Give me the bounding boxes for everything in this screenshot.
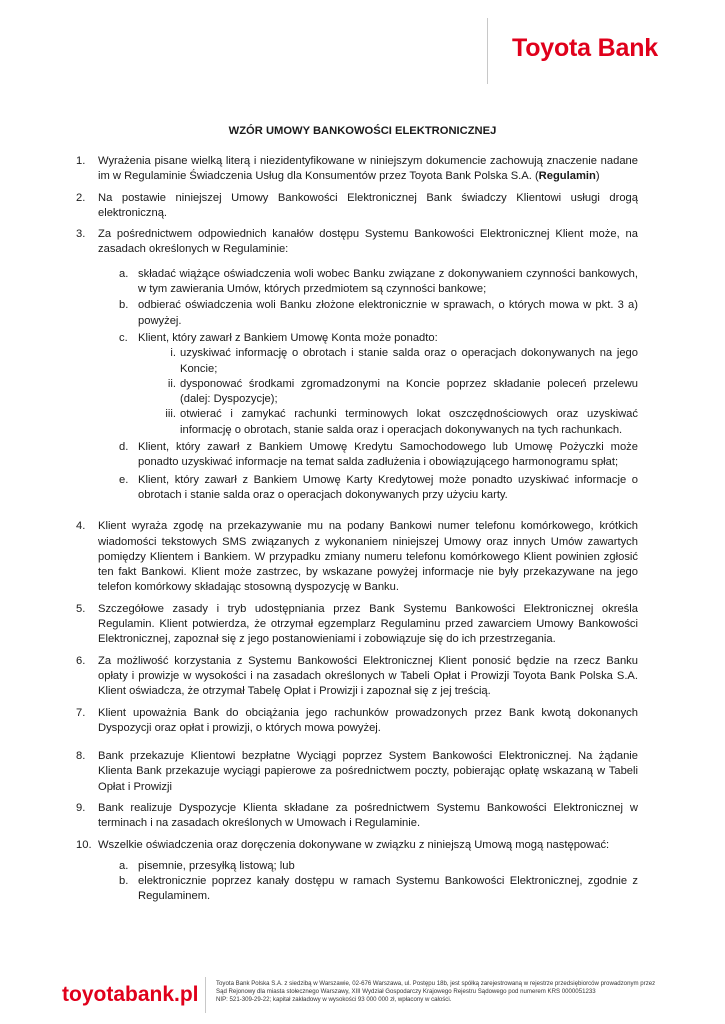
clause-text-part: ) xyxy=(595,170,600,183)
clause-6 xyxy=(76,654,638,700)
footer-line: NIP: 521-309-29-22; kapitał zakładowy w wysokości 93 000 000 zł, wpłacony w całości. xyxy=(216,996,452,1004)
clause-4 xyxy=(76,519,638,595)
sub-text: Klient, który zawarł z Bankiem Umowę Konta może ponadto: xyxy=(138,331,438,344)
footer-line: Toyota Bank Polska S.A. z siedzibą w Warszawie, 02-676 Warszawa, ul. Postępu 18b, jest spółką zarejestrowaną w rejestrze przedsiębiorców prowadzonym przez xyxy=(216,980,656,987)
clause-number: 5. xyxy=(76,602,86,615)
sub-item-b xyxy=(119,298,638,329)
clause-text: Klient upoważnia Bank do obciążania jego rachunków prowadzonych przez Bank kwotą dokonanych Dyspozycji oraz opłat i prowizji, o których mowa powyżej. xyxy=(98,706,638,734)
clause-3 xyxy=(76,227,638,503)
clause-text: Wszelkie oświadczenia oraz doręczenia dokonywane w związku z niniejszą Umową mogą następować: xyxy=(98,838,610,851)
sub-text: elektronicznie poprzez kanały dostępu w ramach Systemu Bankowości Elektronicznej, zgodnie z Regulaminem. xyxy=(138,875,638,903)
sub-text: Klient, który zawarł z Bankiem Umowę Karty Kredytowej może ponadto uzyskiwać informacje o obrotach i stanie salda oraz o operacjach dokonywanych przy użyciu karty. xyxy=(138,473,638,501)
sub-list xyxy=(119,859,638,905)
sub-item-b xyxy=(119,874,638,905)
footer-line: Sąd Rejonowy dla miasta stołecznego Warszawy, XIII Wydział Gospodarczy Krajowego Rejestru Sądowego pod numerem KRS 0000051233 xyxy=(216,988,596,996)
defined-term: Regulamin xyxy=(538,170,596,183)
roman-numeral: i. xyxy=(170,347,176,360)
clause-9 xyxy=(76,801,638,832)
clause-number: 7. xyxy=(76,706,86,719)
clause-number: 3. xyxy=(76,228,86,241)
sub-text: składać wiążące oświadczenia woli wobec Banku związane z dokonywaniem czynności bankowych, w tym zawierania Umów, których przedmiotem są czynności bankowe; xyxy=(138,267,638,296)
roman-text: uzyskiwać informację o obrotach i stanie salda oraz o operacjach dokonywanych na jego Koncie; xyxy=(180,347,638,375)
roman-item-ii xyxy=(138,377,638,408)
sub-letter: d. xyxy=(119,441,129,454)
document-title: WZÓR UMOWY BANKOWOŚCI ELEKTRONICZNEJ xyxy=(228,125,497,137)
clause-number: 10. xyxy=(76,838,92,851)
clause-text xyxy=(98,154,638,185)
clause-text: Bank realizuje Dyspozycje Klienta składane za pośrednictwem Systemu Bankowości Elektronicznej w terminach i na zasadach określonych w Umowach i Regulaminie. xyxy=(98,801,638,830)
footer-divider xyxy=(205,977,206,1013)
clause-8 xyxy=(76,749,638,795)
sub-letter: a. xyxy=(119,859,129,872)
clause-text: Za pośrednictwem odpowiednich kanałów dostępu Systemu Bankowości Elektronicznej Klient może, na zasadach określonych w Regulaminie: xyxy=(98,228,638,256)
clause-number: 9. xyxy=(76,801,86,814)
sub-letter: a. xyxy=(119,267,129,280)
clause-10 xyxy=(76,838,638,905)
clause-body xyxy=(98,227,638,503)
roman-item-iii xyxy=(138,407,638,438)
clause-7 xyxy=(76,706,638,737)
document-body xyxy=(76,154,638,905)
clause-number: 8. xyxy=(76,750,86,763)
sub-item-a xyxy=(119,859,638,874)
clause-body xyxy=(98,838,638,905)
roman-text: otwierać i zamykać rachunki terminowych lokat oszczędnościowych oraz uzyskiwać informację o obrotach, stanie salda oraz i operacjach dokonywanych na tych rachunkach. xyxy=(180,408,638,436)
clause-5 xyxy=(76,602,638,648)
sub-letter: b. xyxy=(119,299,129,312)
roman-item-i xyxy=(138,346,638,377)
sub-item-a xyxy=(119,267,638,298)
sub-body xyxy=(138,331,638,438)
roman-numeral: ii. xyxy=(167,377,176,390)
clause-text: Bank przekazuje Klientowi bezpłatne Wyciągi poprzez System Bankowości Elektronicznej. Na żądanie Klienta Bank przekazuje wyciągi papierowe za pośrednictwem poczty, pobierając opłatę wskazaną w Tabeli Opłat i Prowizji xyxy=(98,750,638,793)
clause-text: Szczegółowe zasady i tryb udostępniania przez Bank Systemu Bankowości Elektronicznej określa Regulamin. Klient potwierdza, że otrzymał egzemplarz Regulaminu przed zawarciem Umowy Bankowości Elektronicznej, zapoznał się z jego postanowieniami i zobowiązuje się do ich przestrzegania. xyxy=(98,602,638,646)
sub-text: pisemnie, przesyłką listową; lub xyxy=(138,859,295,872)
sub-letter: b. xyxy=(119,875,129,888)
sub-item-c xyxy=(119,331,638,438)
clause-number: 1. xyxy=(76,155,86,167)
clause-2 xyxy=(76,191,638,222)
clause-text: Klient wyraża zgodę na przekazywanie mu na podany Bankowi numer telefonu komórkowego, krótkich wiadomości tekstowych SMS związanych z wykonaniem niniejszej Umowy oraz innych Umów zawartych pomiędzy Klientem i Bankiem. W przypadku zmiany numeru telefonu komórkowego Klient powinien zgłosić ten fakt Bankowi. Klient może zastrzec, by wskazane powyżej informacje nie były przekazywane na jego telefon komórkowy składając stosowną dyspozycję w Banku. xyxy=(98,520,638,594)
brand-logo: Toyota Bank xyxy=(512,34,658,62)
sub-list xyxy=(119,267,638,503)
clause-text: Na postawie niniejszej Umowy Bankowości Elektronicznej Bank świadczy Klientowi usługi drogą elektroniczną. xyxy=(98,191,638,219)
clause-1 xyxy=(76,154,638,185)
sub-text: Klient, który zawarł z Bankiem Umowę Kredytu Samochodowego lub Umowę Pożyczki może ponadto uzyskiwać informacje na temat salda zadłużenia i obowiązującego harmonogramu spłat; xyxy=(138,441,638,469)
sub-item-d xyxy=(119,440,638,471)
clause-number: 4. xyxy=(76,520,86,533)
header-divider xyxy=(487,18,488,84)
clause-number: 6. xyxy=(76,654,86,667)
footer-legal-text xyxy=(216,980,696,1005)
sub-letter: c. xyxy=(119,331,128,344)
roman-numeral: iii. xyxy=(165,408,176,421)
sub-letter: e. xyxy=(119,473,129,486)
clause-text: Za możliwość korzystania z Systemu Bankowości Elektronicznej Klient ponosić będzie na rzecz Banku opłaty i prowizje w wysokości i na zasadach określonych w Tabeli Opłat i Prowizji Toyota Bank Polska S.A. Klient oświadcza, że otrzymał Tabelę Opłat i Prowizji i zapoznał się z jej treścią. xyxy=(98,654,638,698)
roman-text: dysponować środkami zgromadzonymi na Koncie poprzez składanie poleceń przelewu (dalej: Dyspozycje); xyxy=(180,377,638,406)
sub-item-e xyxy=(119,473,638,504)
clause-text-part: Wyrażenia pisane wielką literą i niezidentyfikowane w niniejszym dokumencie zachowują znaczenie nadane im w Regulaminie Świadczenia Usług dla Konsumentów przez Toyota Bank Polska S.A. ( xyxy=(98,155,638,183)
footer-logo: toyotabank.pl xyxy=(62,983,199,1006)
clause-number: 2. xyxy=(76,191,86,204)
sub-text: odbierać oświadczenia woli Banku złożone elektronicznie w sprawach, o których mowa w pkt. 3 a) powyżej. xyxy=(138,299,638,327)
